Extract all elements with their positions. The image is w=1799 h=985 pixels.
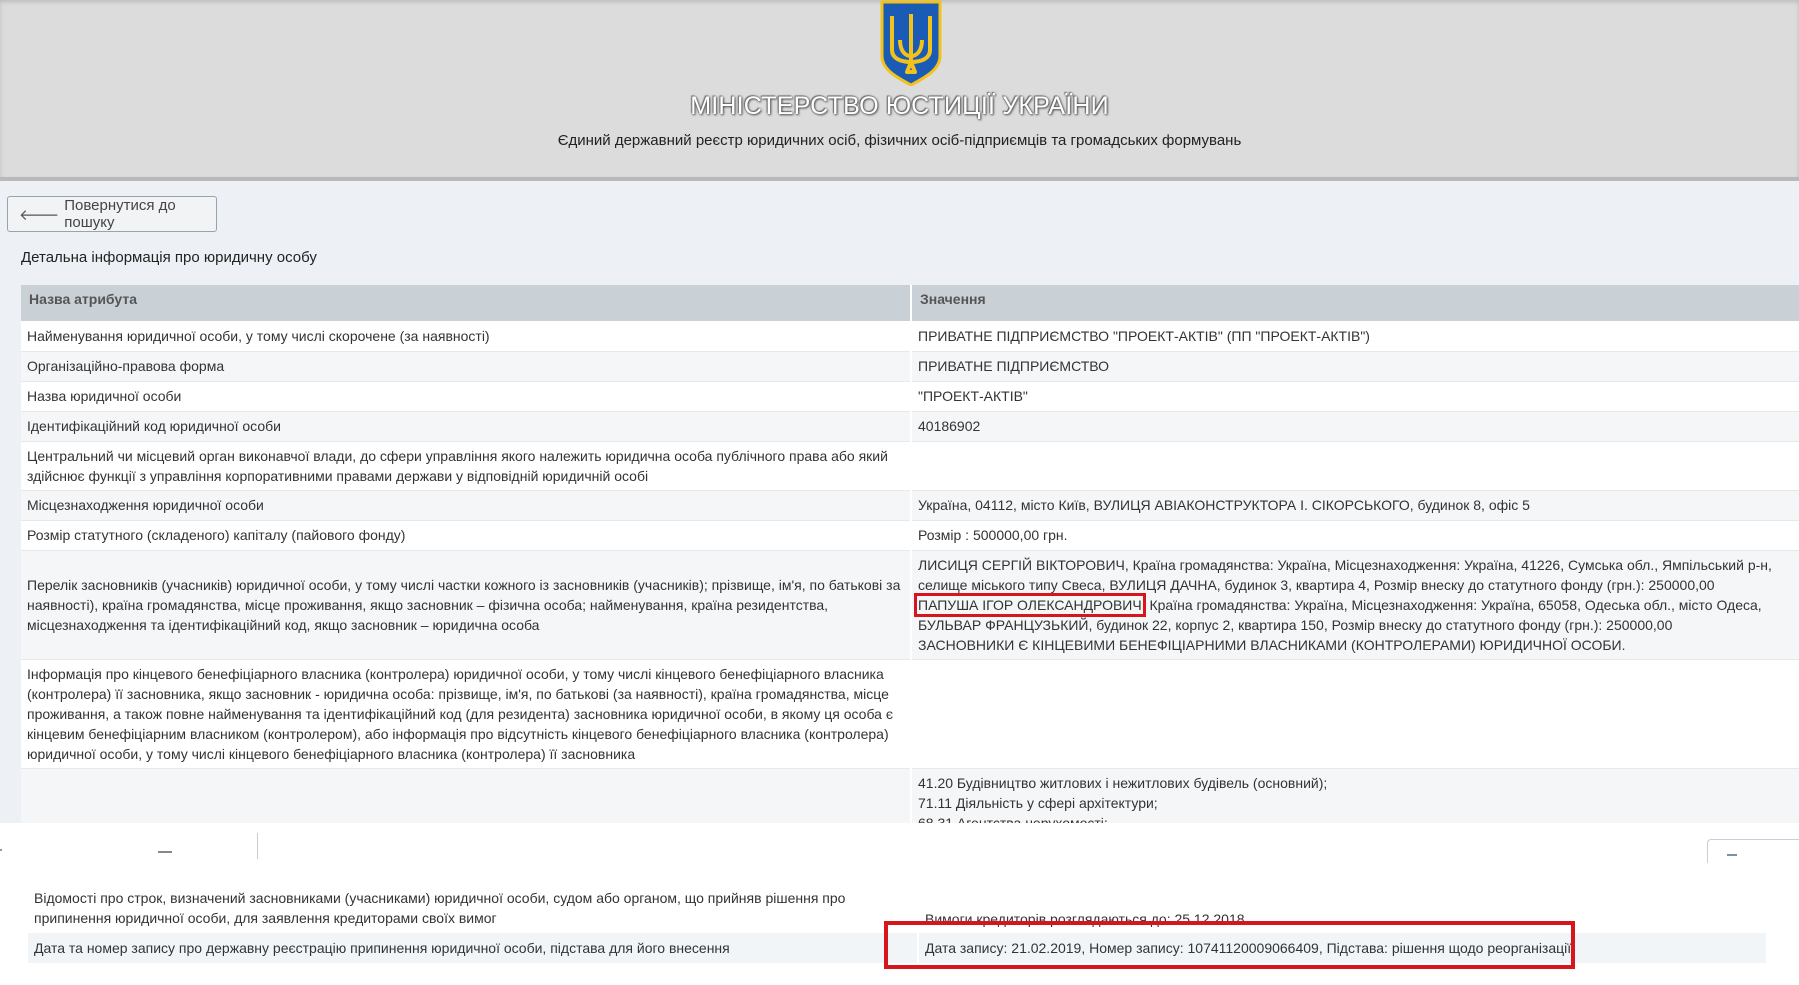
attribute-value: Дата запису: 21.02.2019, Номер запису: 10741120009066409, Підстава: рішення щодо реорганізації [918, 933, 1766, 963]
attribute-value: Вимоги кредиторів розглядаються до: 25.12.2018 [918, 883, 1766, 933]
table-row [21, 411, 1799, 441]
attribute-value: Розмір : 500000,00 грн. [911, 520, 1799, 550]
attribute-name: Відомості про строк, визначений засновниками (учасниками) юридичної особи, судом або органом, що прийняв рішення про припинення юридичної особи, для заявлення кредиторами своїх вимог [28, 883, 918, 933]
attribute-name: Ідентифікаційний код юридичної особи [21, 411, 911, 441]
attribute-value: ПРИВАТНЕ ПІДПРИЄМСТВО "ПРОЕКТ-АКТІВ" (ПП "ПРОЕКТ-АКТІВ") [911, 321, 1799, 351]
table-row [21, 321, 1799, 351]
table-row [21, 381, 1799, 411]
attribute-value: 40186902 [911, 411, 1799, 441]
trident-coat-of-arms-icon [878, 0, 944, 86]
attribute-value: Україна, 04112, місто Київ, ВУЛИЦЯ АВІАКОНСТРУКТОРА І. СІКОРСЬКОГО, будинок 8, офіс 5 [911, 490, 1799, 520]
table-row [21, 441, 1799, 490]
beneficiary-note: ЗАСНОВНИКИ Є КІНЦЕВИМИ БЕНЕФІЦІАРНИМИ ВЛАСНИКАМИ (КОНТРОЛЕРАМИ) ЮРИДИЧНОЇ ОСОБИ. [918, 636, 1626, 653]
attribute-name: Інформація про кінцевого бенефіціарного власника (контролера) юридичної особи, у тому числі кінцевого бенефіціарного власника (контролера) її засновника, якщо засновник - юридична особа: прізвище, ім'я, по батькові (за наявності), країна громадянства, місце проживання, а також повне найменування та ідентифікаційний код (для резидента) засновника юридичної особи, в якому ця особа є кінцевим бенефіціарним власником (контролером), або інформація про відсутність кінцевого бенефіціарного власника (контролера) юридичної особи, у тому числі кінцевого бенефіціарного власника (контролера) її засновника [21, 659, 911, 768]
site-header [0, 0, 1799, 181]
attribute-value [911, 441, 1799, 490]
table-row [21, 659, 1799, 768]
founders-value [911, 550, 1799, 659]
arrow-left-icon: 🡐 [19, 206, 60, 224]
back-button-label: Повернутися до пошуку [64, 197, 176, 231]
attribute-name: Перелік засновників (учасників) юридичної особи, у тому числі частки кожного із засновників (учасників); прізвище, ім'я, по батькові за наявності), країна громадянства, місце проживання, якщо засновник – фізична особа; найменування, країна резидентства, місцезнаходження та ідентифікаційний код, якщо засновник – юридична особа [21, 550, 911, 659]
screenshot-splice [0, 823, 1799, 859]
founder-entry [918, 595, 1793, 635]
attribute-name: Найменування юридичної особи, у тому числі скорочене (за наявності) [21, 321, 911, 351]
table-row [21, 490, 1799, 520]
attribute-name: Назва юридичної особи [21, 381, 911, 411]
ministry-title: МІНІСТЕРСТВО ЮСТИЦІЇ УКРАЇНИ [690, 92, 1109, 120]
registry-subtitle: Єдиний державний реєстр юридичних осіб, фізичних осіб-підприємців та громадських формувань [557, 132, 1242, 149]
attribute-name: Дата та номер запису про державну реєстрацію припинення юридичної особи, підстава для його внесення [28, 933, 918, 963]
founder-entry: ЛИСИЦЯ СЕРГІЙ ВІКТОРОВИЧ, Країна громадянства: Україна, Місцезнаходження: Україна, 41226, Сумська обл., Ямпільський р-н, селище міського типу Свеса, ВУЛИЦЯ ДАЧНА, будинок 3, квартира 4, Розмір внеску до статутного фонду (грн.): 250000,00 [918, 556, 1772, 593]
attribute-name: Місцезнаходження юридичної особи [21, 490, 911, 520]
attribute-value: ПРИВАТНЕ ПІДПРИЄМСТВО [911, 351, 1799, 381]
activity-item: 71.11 Діяльність у сфері архітектури; [918, 794, 1158, 811]
highlight-box [884, 921, 1575, 969]
attribute-name: Організаційно-правова форма [21, 351, 911, 381]
attribute-name: Розмір статутного (складеного) капіталу (пайового фонду) [21, 520, 911, 550]
table-row [21, 351, 1799, 381]
activity-item: 41.20 Будівництво житлових і нежитлових будівель (основний); [918, 774, 1328, 791]
back-to-search-button[interactable] [7, 196, 217, 232]
highlighted-founder-name: ПАПУША ІГОР ОЛЕКСАНДРОВИЧ [918, 596, 1142, 613]
column-header-attribute: Назва атрибута [21, 285, 911, 321]
attribute-value: "ПРОЕКТ-АКТІВ" [911, 381, 1799, 411]
attribute-name: Центральний чи місцевий орган виконавчої влади, до сфери управління якого належить юридична особа публічного права або який здійснює функції з управління корпоративними правами держави у відповідній юридичній особі [21, 441, 911, 490]
page-title: Детальна інформація про юридичну особу [21, 249, 317, 266]
attribute-value [911, 659, 1799, 768]
attributes-table [21, 285, 1799, 838]
table-row [21, 550, 1799, 659]
table-row [21, 520, 1799, 550]
column-header-value: Значення [911, 285, 1799, 321]
founder-details: , Країна громадянства: Україна, Місцезнаходження: Україна, 65058, Одеська обл., місто Одеса, БУЛЬВАР ФРАНЦУЗЬКИЙ, будинок 22, корпус 2, квартира 150, Розмір внеску до статутного фонду (грн.): 250000,00 [918, 596, 1762, 633]
